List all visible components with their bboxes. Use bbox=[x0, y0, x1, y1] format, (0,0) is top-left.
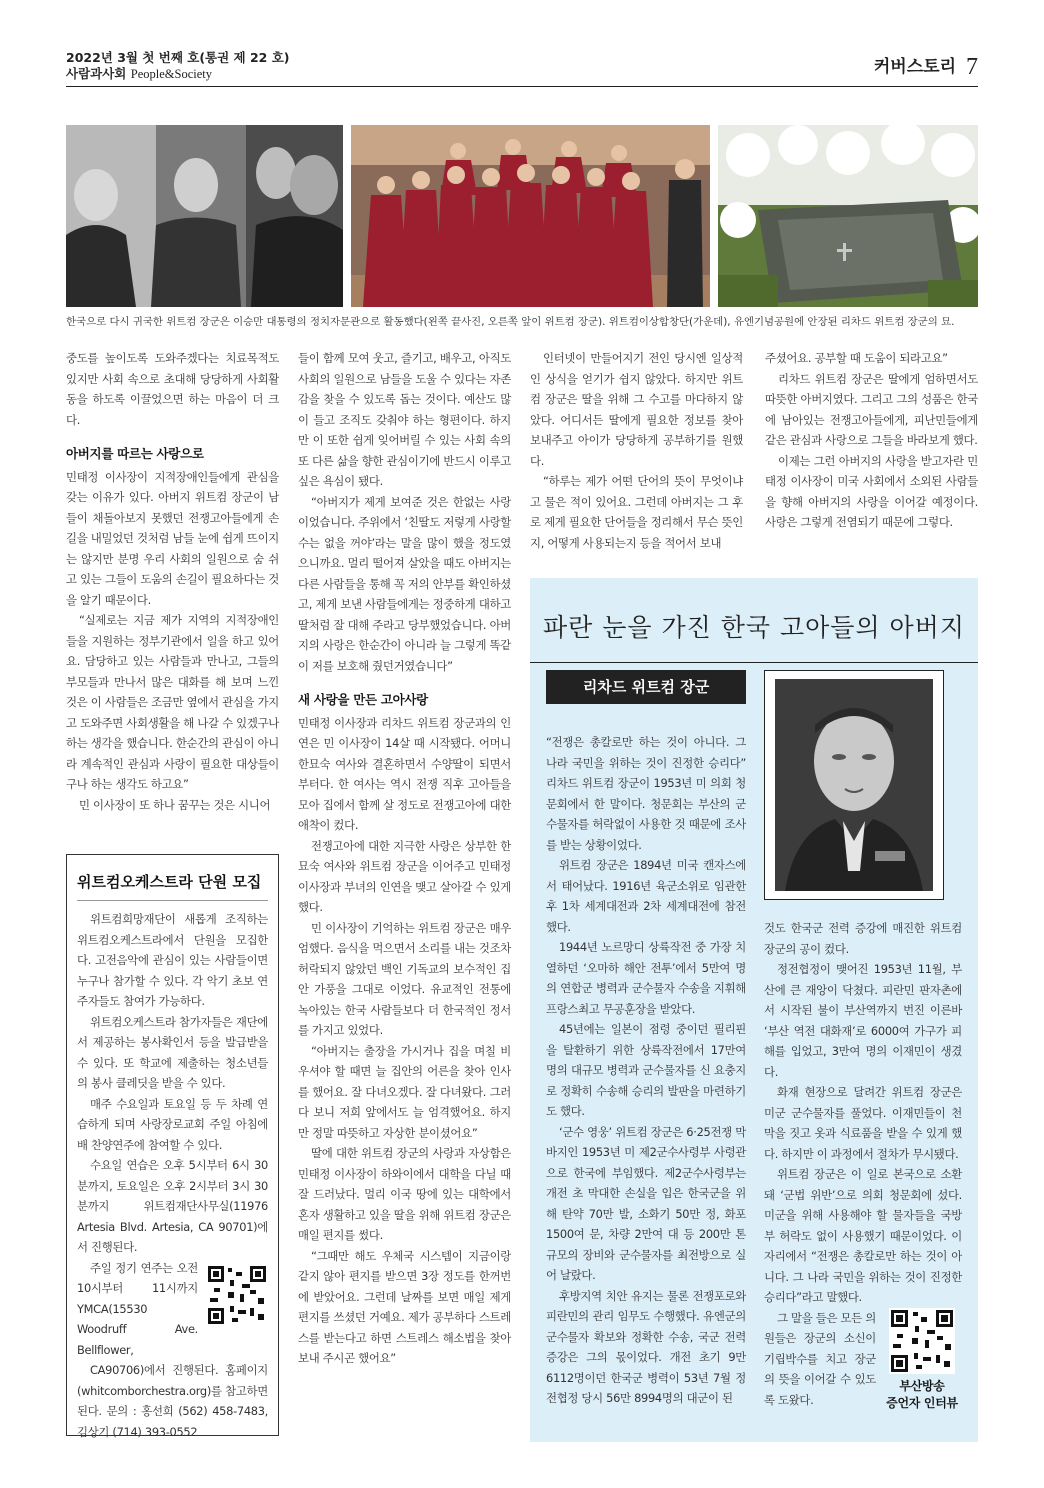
recruitment-body bbox=[67, 909, 278, 1442]
col2-paragraph: 민 이사장이 기억하는 위트컴 장군은 매우 엄했다. 음식을 먹으면서 소리를 내는 것조차 허락되지 않았던 백인 기독교의 보수적인 집안 가풍을 그대로 이었다. 유교적인 전통에 녹아있는 한국 사람들보다 더 한국적인 정서를 가지고 있었다. bbox=[298, 920, 511, 1037]
col3-paragraph: 인터넷이 만들어지기 전인 당시엔 일상적인 상식을 얻기가 쉽지 않았다. 하지만 위트컴 장군은 딸을 위해 그 수고를 마다하지 않았다. 어디서든 딸에게 필요한 정보를 찾아 보내주고 아이가 당당하게 공부하기를 원했다. bbox=[530, 351, 743, 468]
col1-paragraph: “실제로는 지금 제가 지역의 지적장애인들을 지원하는 정부기관에서 일을 하고 있어요. 담당하고 있는 사람들과 만나고, 그들의 부모들과 만나서 많은 대화를 해 보며 느낀 것은 이 사람들은 조금만 옆에서 관심을 가지고 도와주면 사회생활을 해 나갈 수 있겠구나 하는 생각을 했습니다. 한순간의 관심이 아니라 계속적인 관심과 사랑이 필요한 대상들이구나 하는 생각도 하고요” bbox=[66, 613, 279, 791]
sidebar-right-column bbox=[764, 918, 962, 1412]
choir-photo-art bbox=[351, 125, 710, 307]
column-3 bbox=[530, 348, 743, 553]
subheading-father: 아버지를 따르는 사랑으로 bbox=[66, 446, 204, 461]
recruitment-paragraph: 위트컴희망재단이 새롭게 조직하는 위트컴오케스트라에서 단원을 모집한다. 고전음악에 관심이 있는 사람들이면 누구나 참가할 수 있다. 각 악기 초보 연주자들도 참여가 가능하다. bbox=[77, 912, 268, 1008]
recruitment-paragraph: 매주 수요일과 토요일 등 두 차례 연습하게 되며 사랑장로교회 주일 아침에 배 찬양연주에 참여할 수 있다. bbox=[77, 1096, 268, 1152]
col1-paragraph: 민태정 이사장이 지적장애인들에게 관심을 갖는 이유가 있다. 아버지 위트컴 장군이 남들이 채돌아보지 못했던 전쟁고아들에게 손길을 내밀었던 것처럼 남들 눈에 쉽게 뜨이지는 않지만 분명 우리 사회의 일원으로 숨 쉬고 있는 그들이 도움의 손길이 필요하다는 것을 알기 때문이다. bbox=[66, 469, 279, 607]
column-4 bbox=[765, 348, 978, 533]
subheading-new-love: 새 사랑을 만든 고아사랑 bbox=[298, 692, 428, 707]
sidebar-paragraph: 것도 한국군 전력 증강에 매진한 위트컴 장군의 공이 컸다. bbox=[764, 921, 962, 956]
col2-paragraph: 들이 함께 모여 웃고, 즐기고, 배우고, 아직도 사회의 일원으로 남들을 도울 수 있다는 자존감을 찾을 수 있도록 돕는 것이다. 예산도 많이 들고 조직도 갖춰야 하는 형편이다. 하지만 이 또한 쉽게 잊어버릴 수 있는 사회 속의 또 다른 삶을 향한 관심이기에 반드시 이루고 싶은 욕심이 됐다. bbox=[298, 351, 511, 488]
section-header bbox=[874, 52, 978, 81]
col4-paragraph: 이제는 그런 아버지의 사랑을 받고자란 민태정 이사장이 미국 사회에서 소외된 사람들을 향해 아버지의 사랑을 이어갈 예정이다. 사랑은 그렇게 전염되기 때문에 그렇다. bbox=[765, 453, 978, 529]
photo-caption: 한국으로 다시 귀국한 위트컴 장군은 이승만 대통령의 정치자문관으로 활동했다(왼쪽 끝사진, 오른쪽 앞이 위트컴 장군). 위트컴이상합창단(가운데), 유엔기념공원에 안장된 리차드 위트컴 장군의 묘. bbox=[66, 316, 955, 328]
paper-name-kr: 사람과사회 bbox=[66, 66, 127, 81]
masthead bbox=[66, 50, 290, 82]
qr-code-icon[interactable] bbox=[206, 1264, 268, 1326]
sidebar-left-column bbox=[546, 732, 746, 1409]
col1-paragraph: 중도를 높이도록 도와주겠다는 치료목적도 있지만 사회 속으로 초대해 당당하게 사회활동을 하도록 이끌었으면 하는 마음이 더 크다. bbox=[66, 351, 279, 427]
sidebar-title: 파란 눈을 가진 한국 고아들의 아버지 bbox=[543, 613, 965, 642]
qr-code-art bbox=[206, 1264, 268, 1326]
col4-paragraph: 리차드 위트컴 장군은 딸에게 엄하면서도 따뜻한 아버지였다. 그리고 그의 성품은 한국에 남아있는 전쟁고아들에게, 피난민들에게 같은 관심과 사랑으로 그들을 바라보게 했다. bbox=[765, 371, 978, 447]
recruitment-paragraph: CA90706)에서 진행된다. 홈페이지(whitcomborchestra.org)를 참고하면 된다. 문의 : 홍선희 (562) 458-7483, 김상기 (714) 393-0552 bbox=[77, 1363, 268, 1439]
recruitment-qr-row bbox=[77, 1258, 268, 1361]
page-number: 7 bbox=[966, 54, 978, 80]
col2-paragraph: “아버지는 출장을 가시거나 집을 며칠 비우셔야 할 때면 늘 집안의 어른을 찾아 인사를 했어요. 잘 다녀오겠다. 잘 다녀왔다. 그러다 보니 저희 앞에서도 늘 엄격했어요. 하지만 정말 따뜻하고 자상한 분이셨어요” bbox=[298, 1043, 511, 1140]
qr-label-interview: 증언자 인터뷰 bbox=[886, 1395, 958, 1410]
sidebar-paragraph: 후방지역 치안 유지는 물론 전쟁포로와 피란민의 관리 임무도 수행했다. 유엔군의 군수물자 확보와 정확한 수송, 국군 전력 증강은 그의 몫이었다. 개전 초기 9만 6112명이던 한국군 병력이 53년 7월 정전협정 당시 56만 8994명의 대군이 된 bbox=[546, 1288, 746, 1405]
qr-code-icon[interactable] bbox=[889, 1308, 955, 1374]
grave-photo bbox=[718, 125, 978, 307]
col2-paragraph: 딸에 대한 위트컴 장군의 사랑과 자상함은 민태정 이사장이 하와이에서 대학을 다닐 때 잘 드러났다. 멀리 이국 땅에 있는 대학에서 혼자 생활하고 있을 딸을 위해 위트컴 장군은 매일 편지를 썼다. bbox=[298, 1146, 511, 1242]
whitcomb-sidebar bbox=[530, 578, 978, 1442]
col2-paragraph: “그때만 해도 우체국 시스템이 지금이랑 같지 않아 편지를 받으면 3장 정도를 한꺼번에 받았어요. 그런데 날짜를 보면 매일 제게 편지를 쓰셨던 거예요. 제가 공부하다 스트레스를 받는다고 하면 스트레스 해소법을 찾아보내 주시곤 했어요” bbox=[298, 1248, 511, 1365]
sidebar-paragraph: 45년에는 일본이 점령 중이던 필리핀을 탈환하기 위한 상륙작전에서 17만여 명의 대규모 병력과 군수물자를 신 요충지로 정확히 수송해 승리의 발판을 마련하기도 했다. bbox=[546, 1022, 746, 1118]
col4-paragraph: 주셨어요. 공부할 때 도움이 되라고요” bbox=[765, 351, 948, 365]
qr-code-art bbox=[889, 1308, 955, 1374]
sidebar-paragraph: 화재 현장으로 달려간 위트컴 장군은 미군 군수물자를 풀었다. 이재민들이 천막을 짓고 옷과 식료품을 받을 수 있게 했다. 하지만 이 과정에서 절차가 무시됐다. bbox=[764, 1085, 962, 1161]
sidebar-name-bar: 리차드 위트컴 장군 bbox=[546, 670, 746, 704]
sidebar-paragraph: 위트컴 장군은 이 일로 본국으로 소환돼 ‘군법 위반’으로 의회 청문회에 섰다. 미군을 위해 사용해야 할 물자들을 국방부 허락도 없이 사용했기 때문이었다. 이 자리에서 “전쟁은 총칼로만 하는 것이 아니다. 그 나라 국민을 위하는 것이 진정한 승리다”라고 말했다. bbox=[764, 1167, 962, 1304]
grave-photo-art bbox=[718, 125, 978, 307]
column-1 bbox=[66, 348, 279, 815]
sidebar-qr-row bbox=[764, 1308, 962, 1412]
paper-name bbox=[66, 66, 290, 82]
issue-line: 2022년 3월 첫 번째 호(통권 제 22 호) bbox=[66, 50, 290, 65]
choir-photo bbox=[351, 125, 710, 307]
historic-photo bbox=[66, 125, 343, 307]
col2-paragraph: “아버지가 제게 보여준 것은 한없는 사랑이었습니다. 주위에서 ‘친딸도 저렇게 사랑할 수는 없을 꺼야’라는 말을 많이 했을 정도였으니까요. 멀리 떨어져 살았을 때도 아버지는 다른 사람들을 통해 꼭 저의 안부를 확인하셨고, 제게 보낸 사람들에게는 정중하게 대하고 딸처럼 잘 대해 주라고 당부했었습니다. 아버지의 사랑은 한순간이 아니라 늘 그렇게 똑같이 저를 보호해 줬던거였습니다” bbox=[298, 494, 511, 673]
portrait-photo bbox=[764, 670, 944, 900]
column-2 bbox=[298, 348, 511, 1369]
header-rule bbox=[66, 86, 978, 87]
section-name: 커버스토리 bbox=[873, 57, 956, 77]
sidebar-qr-block bbox=[882, 1308, 962, 1412]
sidebar-paragraph: 1944년 노르망디 상륙작전 중 가장 치열하던 ‘오마하 해안 전투’에서 5만여 명의 연합군 병력과 군수물자 수송을 지휘해 프랑스최고 무공훈장을 받았다. bbox=[546, 940, 746, 1016]
paper-name-en: People&Society bbox=[130, 67, 212, 81]
qr-label-broadcast: 부산방송 bbox=[899, 1378, 945, 1393]
sidebar-paragraph: 그 말을 들은 모든 의원들은 장군의 소신이 기립박수를 치고 장군의 뜻을 이어갈 수 있도록 도왔다. bbox=[764, 1310, 876, 1407]
sidebar-rule bbox=[530, 662, 978, 663]
col2-paragraph: 전쟁고아에 대한 지극한 사랑은 상부한 한묘숙 여사와 위트컴 장군을 이어주고 민태정 이사장과 부녀의 인연을 맺고 살아갈 수 있게 했다. bbox=[298, 838, 511, 914]
col1-paragraph: 민 이사장이 또 하나 꿈꾸는 것은 시니어 bbox=[79, 797, 271, 812]
sidebar-paragraph: “전쟁은 총칼로만 하는 것이 아니다. 그 나라 국민을 위하는 것이 진정한 승리다” 리차드 위트컴 장군이 1953년 미 의회 청문회에서 한 말이다. 청문회는 부산의 군수물자를 허락없이 사용한 것 때문에 조사를 받는 상황이었다. bbox=[546, 735, 746, 852]
sidebar-paragraph: 정전협정이 맺어진 1953년 11월, 부산에 큰 재앙이 닥쳤다. 피란민 판자촌에서 시작된 불이 부산역까지 번진 이른바 ‘부산 역전 대화재’로 6000여 가구가 피해를 입었고, 3만여 명의 이재민이 생겼다. bbox=[764, 962, 962, 1079]
recruitment-title: 위트컴오케스트라 단원 모집 bbox=[77, 871, 268, 901]
recruitment-paragraph: 수요일 연습은 오후 5시부터 6시 30분까지, 토요일은 오후 2시부터 3시 30분까지 위트컴재단사무실(11976 Artesia Blvd. Artesia, CA 90701)에서 진행된다. bbox=[77, 1158, 268, 1254]
historic-photo-art bbox=[66, 125, 343, 307]
recruitment-box bbox=[66, 854, 279, 1439]
col3-paragraph: “하루는 제가 어떤 단어의 뜻이 무엇이냐고 물은 적이 있어요. 그런데 아버지는 그 후로 제게 필요한 단어들을 정리해서 무슨 뜻인지, 어떻게 사용되는지 등을 적어서 보내 bbox=[530, 474, 743, 550]
recruitment-paragraph: 주일 정기 연주는 오전 10시부터 11시까지 YMCA(15530 Woodruff Ave. Bellflower, bbox=[77, 1260, 198, 1357]
sidebar-paragraph: 위트컴 장군은 1894년 미국 캔자스에서 태어났다. 1916년 육군소위로 임관한 후 1차 세계대전과 2차 세계대전에 참전했다. bbox=[546, 858, 746, 934]
portrait-art bbox=[765, 671, 943, 899]
recruitment-paragraph: 위트컴오케스트라 참가자들은 재단에서 제공하는 봉사확인서 등을 발급받을 수 있다. 또 학교에 제출하는 청소년들의 봉사 클레딧을 받을 수 있다. bbox=[77, 1014, 268, 1090]
sidebar-paragraph: ‘군수 영웅’ 위트컴 장군은 6·25전쟁 막바지인 1953년 미 제2군수사령부 사령관으로 한국에 부임했다. 제2군수사령부는 개전 초 막대한 손실을 입은 한국군을 위해 탄약 70만 발, 소화기 50만 정, 화포 1500여 문, 차량 2만여 대 등 200만 톤 규모의 장비와 군수물자를 최전방으로 실어 날랐다. bbox=[546, 1124, 746, 1282]
col2-paragraph: 민태정 이사장과 리차드 위트컴 장군과의 인연은 민 이사장이 14살 때 시작됐다. 어머니 한묘숙 여사와 결혼하면서 수양딸이 되면서부터다. 한 여사는 역시 전쟁 직후 고아들을 모아 집에서 함께 살 정도로 전쟁고아에 대한 애착이 컸다. bbox=[298, 715, 511, 832]
